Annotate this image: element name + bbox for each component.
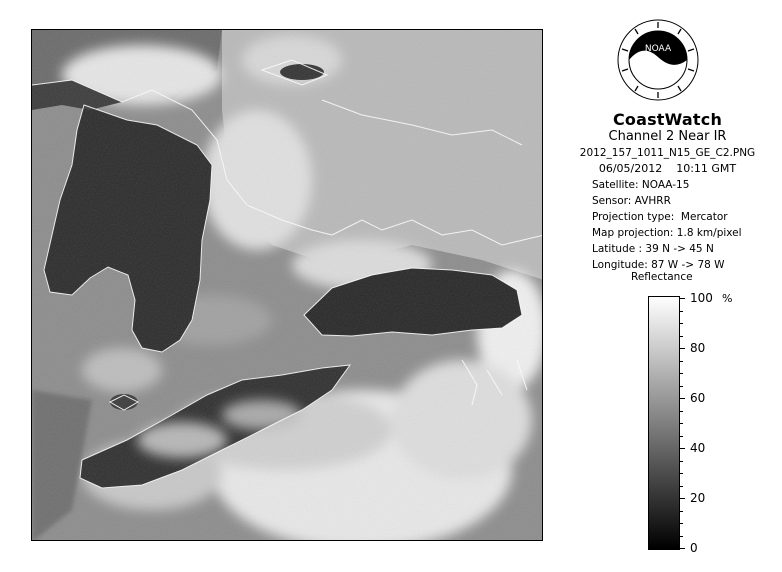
colorbar-tick-label: 100 [690,291,713,305]
colorbar-minor-tick [679,361,683,362]
colorbar-major-tick [679,448,685,449]
colorbar-major-tick [679,548,685,549]
image-filename: 2012_157_1011_N15_GE_C2.PNG [579,147,756,159]
app-title: CoastWatch [612,110,723,129]
colorbar-minor-tick [679,311,683,312]
colorbar-minor-tick [679,536,683,537]
channel-subtitle: Channel 2 Near IR [608,129,727,144]
colorbar-major-tick [679,498,685,499]
colorbar-tick-label: 60 [690,391,706,405]
colorbar-tick-label: 40 [690,441,706,455]
colorbar-minor-tick [679,336,683,337]
colorbar-title: Reflectance [631,271,693,283]
colorbar-minor-tick [679,511,683,512]
sensor-label: Sensor: AVHRR [592,195,671,207]
colorbar-minor-tick [679,436,683,437]
colorbar-minor-tick [679,386,683,387]
colorbar-major-tick [679,298,685,299]
colorbar-minor-tick [679,523,683,524]
logo-text: NOAA [644,44,672,54]
noaa-logo [617,19,699,101]
colorbar-unit: % [722,292,733,305]
image-date-time: 06/05/2012 10:11 GMT [598,162,737,175]
colorbar-minor-tick [679,473,683,474]
projection-type-label: Projection type: Mercator [592,211,728,223]
colorbar-minor-tick [679,461,683,462]
reflectance-colorbar [648,296,680,550]
colorbar-minor-tick [679,373,683,374]
colorbar-minor-tick [679,423,683,424]
longitude-label: Longitude: 87 W -> 78 W [592,259,725,271]
colorbar-tick-label: 80 [690,341,706,355]
colorbar-tick-label: 20 [690,491,706,505]
latitude-label: Latitude : 39 N -> 45 N [592,243,714,255]
colorbar-major-tick [679,348,685,349]
satellite-map-image [31,29,543,541]
satellite-label: Satellite: NOAA-15 [592,179,690,191]
colorbar-minor-tick [679,323,683,324]
colorbar-major-tick [679,398,685,399]
map-projection-label: Map projection: 1.8 km/pixel [592,227,742,239]
colorbar-tick-label: 0 [690,541,698,555]
colorbar-minor-tick [679,486,683,487]
colorbar-minor-tick [679,411,683,412]
